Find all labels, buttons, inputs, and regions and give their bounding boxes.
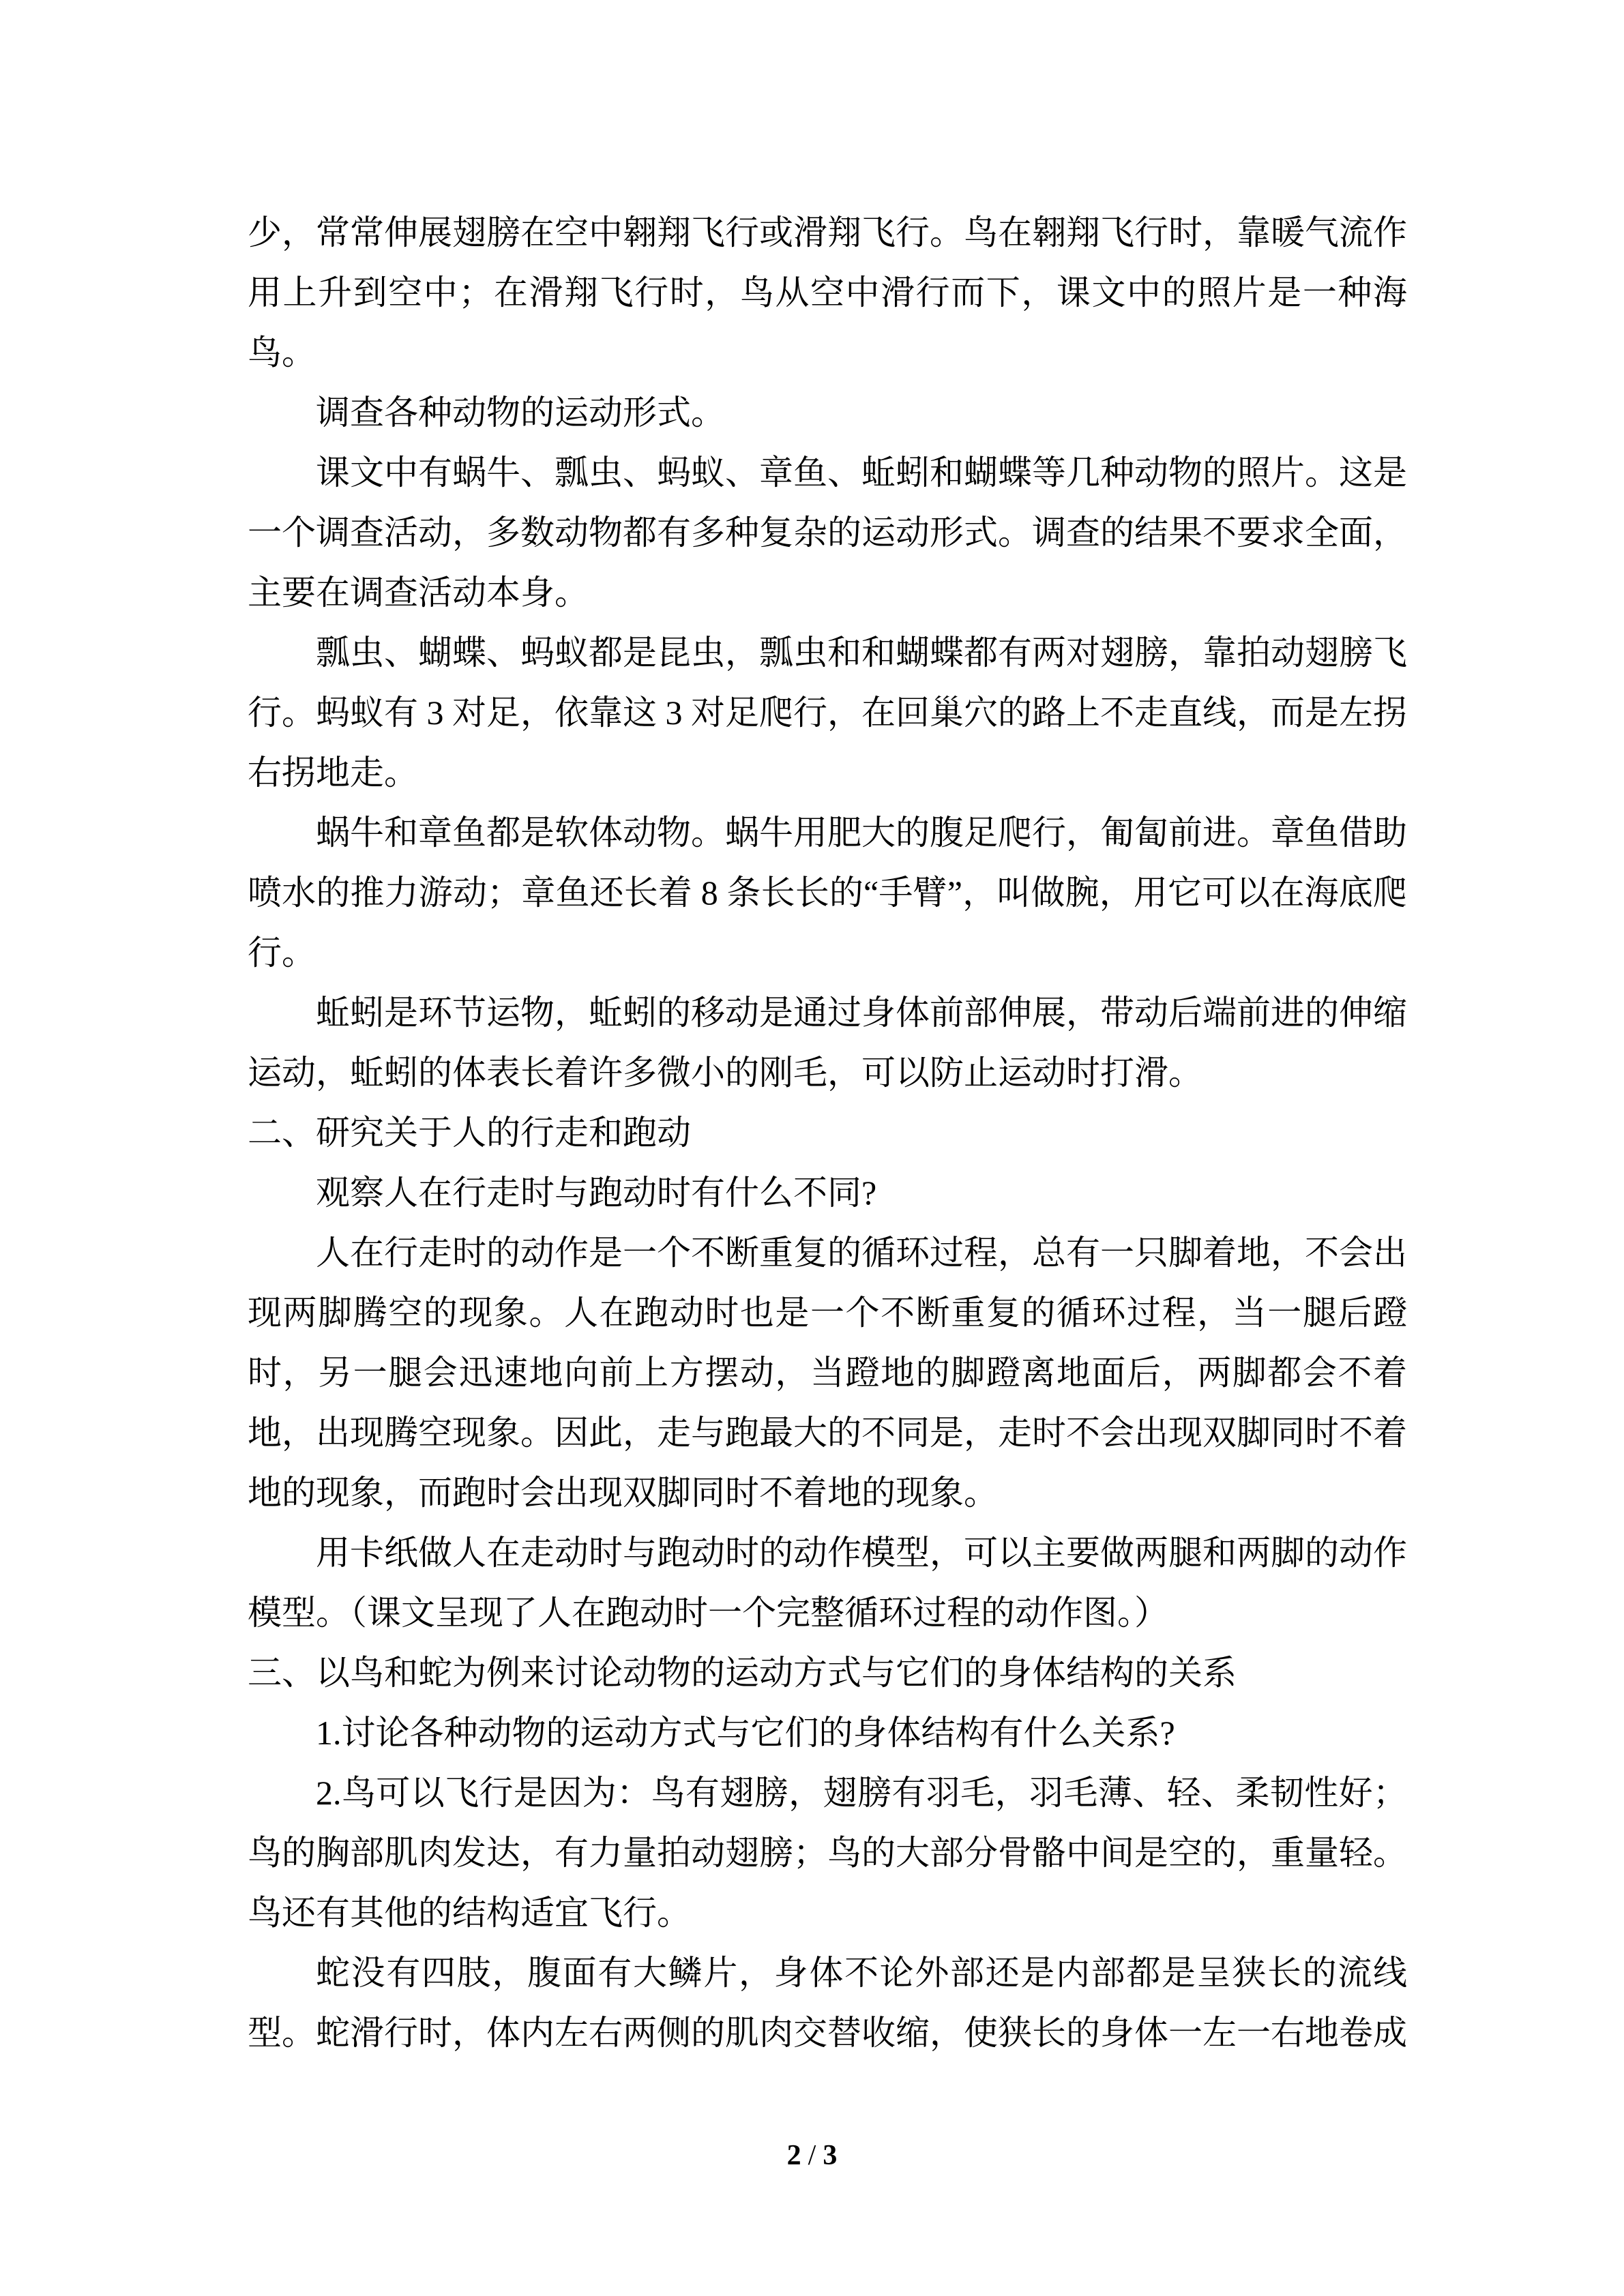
paragraph: 蛇没有四肢，腹面有大鳞片，身体不论外部还是内部都是呈狭长的流线型。蛇滑行时，体内左右两侧的肌肉交替收缩，使狭长的身体一左一右地卷成 xyxy=(248,1954,1407,2052)
paragraph: 瓢虫、蝴蝶、蚂蚁都是昆虫，瓢虫和和蝴蝶都有两对翅膀，靠拍动翅膀飞行。蚂蚁有 3 对足，依靠这 3 对足爬行，在回巢穴的路上不走直线，而是左拐右拐地走。 xyxy=(248,633,1407,792)
text-column xyxy=(248,203,1407,2063)
paragraph: 观察人在行走时与跑动时有什么不同? xyxy=(316,1174,877,1212)
paragraph: 蜗牛和章鱼都是软体动物。蜗牛用肥大的腹足爬行，匍匐前进。章鱼借助喷水的推力游动；章鱼还长着 8 条长长的“手臂”，叫做腕，用它可以在海底爬行。 xyxy=(248,814,1407,972)
numbered-item-1: 1.讨论各种动物的运动方式与它们的身体结构有什么关系? xyxy=(316,1714,1175,1752)
section-heading-2: 二、研究关于人的行走和跑动 xyxy=(248,1114,691,1152)
paragraph: 人在行走时的动作是一个不断重复的循环过程，总有一只脚着地，不会出现两脚腾空的现象。人在跑动时也是一个不断重复的循环过程，当一腿后蹬时，另一腿会迅速地向前上方摆动，当蹬地的脚蹬离地面后，两脚都会不着地，出现腾空现象。因此，走与跑最大的不同是，走时不会出现双脚同时不着地的现象，而跑时会出现双脚同时不着地的现象。 xyxy=(248,1234,1407,1512)
paragraph: 调查各种动物的运动形式。 xyxy=(316,393,725,432)
paragraph: 用卡纸做人在走动时与跑动时的动作模型，可以主要做两腿和两脚的动作模型。（课文呈现了人在跑动时一个完整循环过程的动作图。） xyxy=(248,1534,1407,1632)
paragraph: 蚯蚓是环节运物，蚯蚓的移动是通过身体前部伸展，带动后端前进的伸缩运动，蚯蚓的体表长着许多微小的刚毛，可以防止运动时打滑。 xyxy=(248,994,1407,1092)
page-number-separator: / xyxy=(808,2140,816,2171)
page-number-total: 3 xyxy=(823,2140,838,2171)
numbered-item-2: 2.鸟可以飞行是因为：鸟有翅膀，翅膀有羽毛，羽毛薄、轻、柔韧性好；鸟的胸部肌肉发达，有力量拍动翅膀；鸟的大部分骨骼中间是空的，重量轻。鸟还有其他的结构适宜飞行。 xyxy=(248,1774,1407,1932)
page-number-current: 2 xyxy=(786,2140,801,2171)
paragraph: 课文中有蜗牛、瓢虫、蚂蚁、章鱼、蚯蚓和蝴蝶等几种动物的照片。这是一个调查活动，多数动物都有多种复杂的运动形式。调查的结果不要求全面，主要在调查活动本身。 xyxy=(248,453,1407,612)
paragraph-continuation: 少，常常伸展翅膀在空中翱翔飞行或滑翔飞行。鸟在翱翔飞行时，靠暖气流作用上升到空中；在滑翔飞行时，鸟从空中滑行而下，课文中的照片是一种海鸟。 xyxy=(248,213,1407,372)
page-footer xyxy=(0,2138,1624,2173)
section-heading-3: 三、以鸟和蛇为例来讨论动物的运动方式与它们的身体结构的关系 xyxy=(248,1654,1237,1692)
